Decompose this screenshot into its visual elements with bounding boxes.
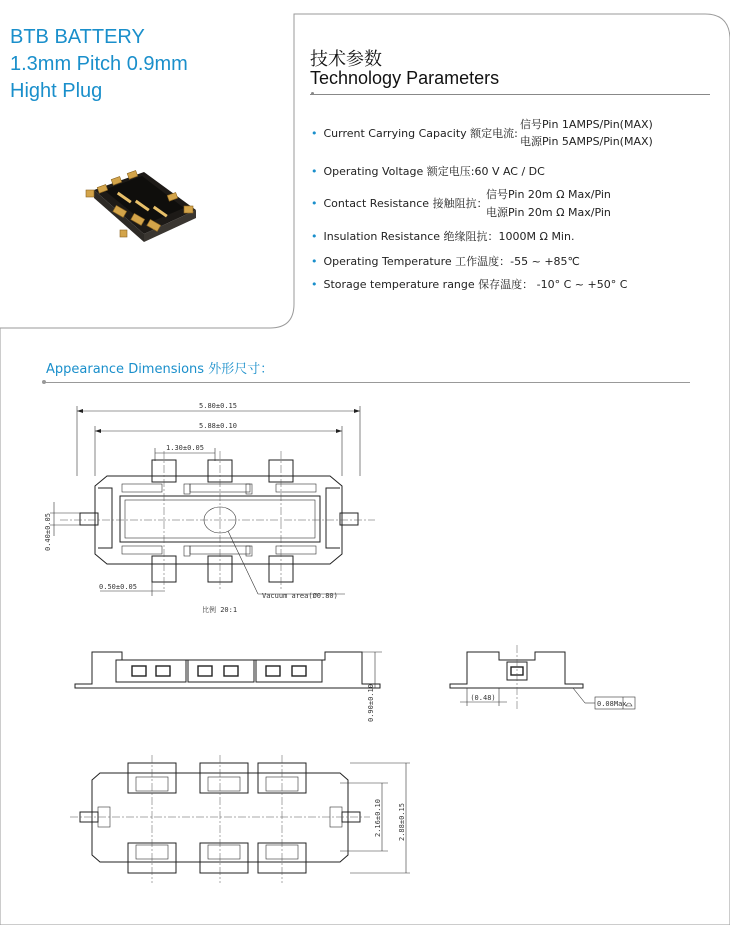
top-view-drawing	[40, 396, 400, 624]
param-label: Storage temperature range 保存温度： -10° C ~ +50° C	[323, 278, 628, 291]
dim-bottom-outer-label: 2.88±0.15	[398, 803, 406, 841]
bullet-icon: •	[311, 278, 318, 291]
param-insulation-resistance	[311, 228, 574, 244]
param-contact-value-1: 信号Pin 20m Ω Max/Pin	[486, 188, 611, 201]
bullet-icon: •	[311, 197, 318, 210]
divider-dot	[311, 92, 314, 95]
connector-photo	[84, 168, 204, 253]
dim-width-left-label: 0.40±0.05	[44, 513, 52, 551]
side-view-drawing	[70, 640, 390, 730]
param-label: Operating Temperature 工作温度：-55 ~ +85℃	[323, 255, 580, 268]
bullet-icon: •	[311, 165, 318, 178]
param-label: Operating Voltage 额定电压:60 V AC / DC	[323, 165, 545, 178]
parameters-heading-en: Technology Parameters	[310, 68, 500, 88]
bottom-view-drawing	[70, 755, 430, 885]
dim-inner-label: 5.88±0.10	[199, 422, 237, 430]
dim-side-label: (0.48)	[470, 694, 496, 702]
dim-height-label: 0.90±0.10	[367, 684, 375, 722]
product-title-line-2: 1.3mm Pitch 0.9mm	[10, 53, 188, 75]
dimensions-divider	[44, 382, 690, 383]
param-storage-temperature	[311, 276, 627, 292]
param-operating-voltage	[311, 163, 545, 179]
dim-total-label: 5.80±0.15	[199, 402, 237, 410]
parameters-divider	[310, 94, 710, 95]
appearance-dimensions-heading: Appearance Dimensions 外形尺寸：	[46, 362, 274, 377]
param-current-capacity	[311, 125, 518, 141]
divider-dot	[42, 380, 46, 384]
bullet-icon: •	[311, 230, 318, 243]
flatness-label: 0.08Max	[597, 700, 627, 708]
param-operating-temperature	[311, 253, 580, 269]
vacuum-note: Vacuum area(Ø0.80)	[262, 592, 338, 600]
scale-note: 比例 20:1	[202, 606, 238, 614]
param-label: Insulation Resistance 绝缘阻抗：1000M Ω Min.	[323, 230, 575, 243]
bullet-icon: •	[311, 127, 318, 140]
param-current-value-2: 电源Pin 5AMPS/Pin(MAX)	[520, 135, 653, 148]
dim-bottom-inner-label: 2.16±0.10	[374, 799, 382, 837]
product-title-line-3: Hight Plug	[10, 80, 103, 102]
param-label: Contact Resistance 接触阻抗：	[323, 197, 488, 210]
param-contact-resistance	[311, 195, 488, 211]
dim-pitch-label: 1.30±0.05	[166, 444, 204, 452]
param-contact-value-2: 电源Pin 20m Ω Max/Pin	[486, 206, 611, 219]
param-label: Current Carrying Capacity 额定电流:	[323, 127, 518, 140]
product-title	[10, 24, 188, 105]
param-current-value-1: 信号Pin 1AMPS/Pin(MAX)	[520, 118, 653, 131]
dim-bottom-left-label: 0.50±0.05	[99, 583, 137, 591]
product-title-line-1: BTB BATTERY	[10, 26, 145, 48]
parameters-heading-cn: 技术参数	[310, 49, 382, 70]
end-view-drawing	[445, 640, 665, 720]
bullet-icon: •	[311, 255, 318, 268]
